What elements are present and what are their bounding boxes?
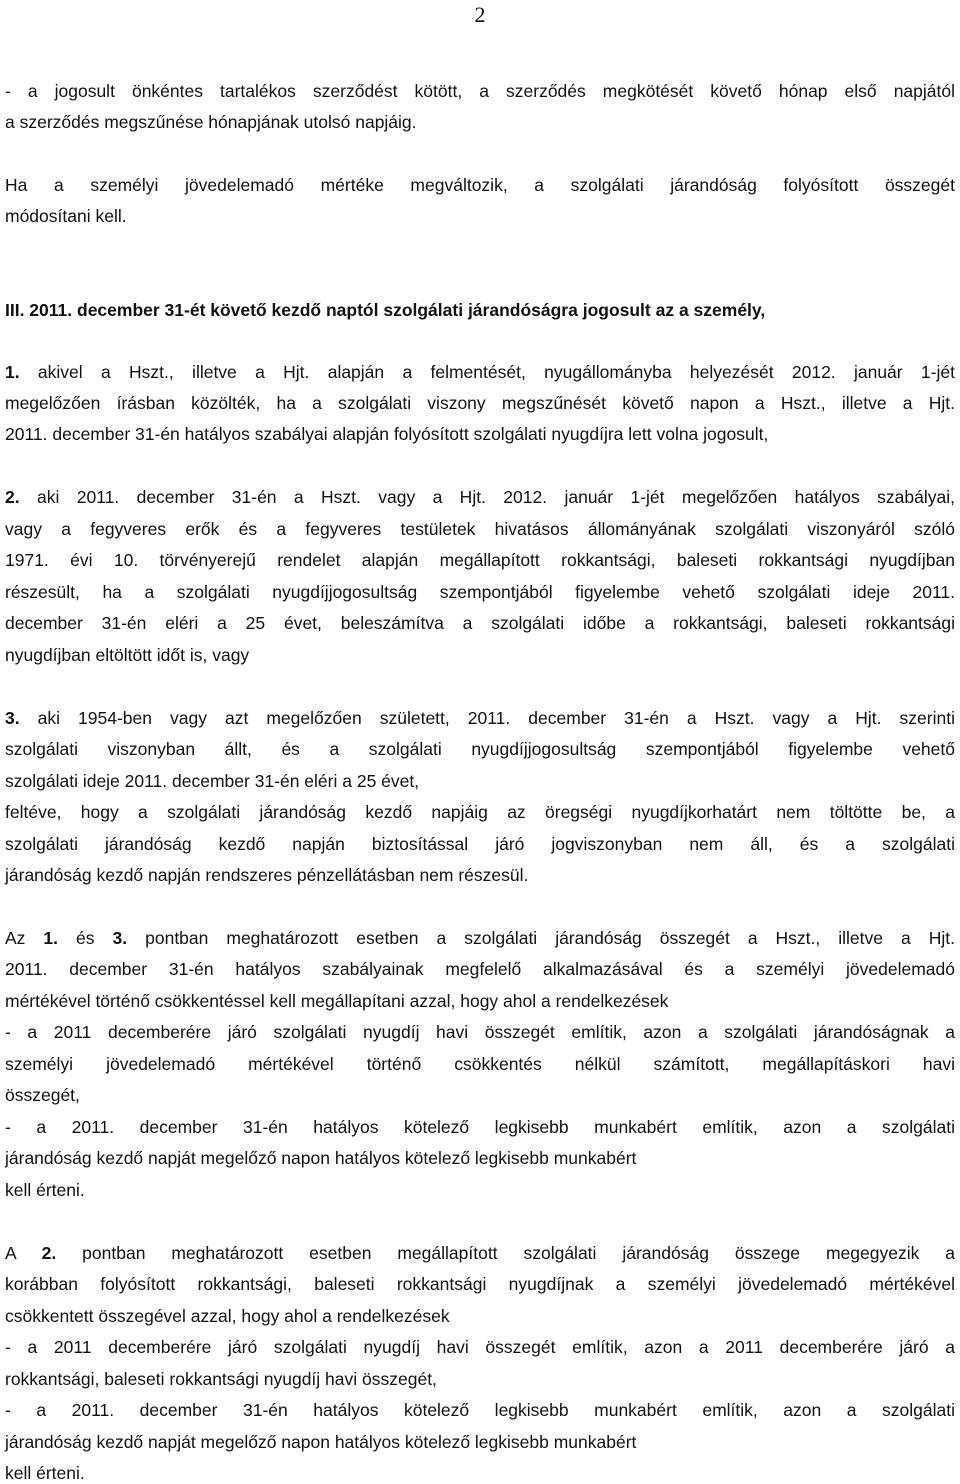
text-line: összegét, — [5, 1085, 80, 1105]
text-line: rokkantsági, baleseti rokkantsági nyugdíj havi összegét, — [5, 1369, 437, 1389]
text-line: megelőzően írásban közölték, ha a szolgálati viszony megszűnését követő napon a Hszt., illetve a Hjt. — [5, 393, 955, 413]
text-line: - a 2011 decemberére járó szolgálati nyugdíj havi összegét említik, azon a 2011 decemberére járó a — [5, 1337, 955, 1357]
item-number: 2. — [5, 487, 20, 507]
text-line: december 31-én eléri a 25 évet, beleszámítva a szolgálati időbe a rokkantsági, baleseti rokkantsági — [5, 613, 955, 633]
text-line: nyugdíjban eltöltött időt is, vagy — [5, 645, 250, 665]
text-line: a szerződés megszűnése hónapjának utolsó napjáig. — [5, 112, 417, 132]
list-item-3: 3. aki 1954-ben vagy azt megelőzően született, 2011. december 31-én a Hszt. vagy a Hjt. szerinti — [5, 708, 955, 728]
text-line: - a 2011. december 31-én hatályos kötelező legkisebb munkabért említik, azon a szolgálati — [5, 1400, 955, 1420]
text-line: feltéve, hogy a szolgálati járandóság kezdő napjáig az öregségi nyugdíjkorhatárt nem töltötte be, a — [5, 802, 955, 822]
paragraph-2-lead: A 2. pontban meghatározott esetben megállapított szolgálati járandóság összege megegyezik a — [5, 1243, 956, 1263]
text-line: járandóság kezdő napján rendszeres pénzellátásban nem részesül. — [5, 865, 529, 885]
text-line: - a jogosult önkéntes tartalékos szerződést kötött, a szerződés megkötését követő hónap első napjától — [5, 81, 955, 101]
item-number: 1. — [5, 362, 20, 382]
text-line: járandóság kezdő napját megelőző napon hatályos kötelező legkisebb munkabért — [5, 1148, 637, 1168]
text-line: 2011. december 31-én hatályos szabályainak megfelelő alkalmazásával és a személyi jövedelemadó — [5, 959, 955, 979]
text-line: kell érteni. — [5, 1463, 85, 1483]
text-line: szolgálati ideje 2011. december 31-én eléri a 25 évet, — [5, 771, 420, 791]
item-number: 3. — [5, 708, 20, 728]
text-line: részesült, ha a szolgálati nyugdíjjogosultság szempontjából figyelembe vehető szolgálati ideje 2011. — [5, 582, 955, 602]
text-line: járandóság kezdő napját megelőző napon hatályos kötelező legkisebb munkabért — [5, 1432, 637, 1452]
text-line: személyi jövedelemadó mértékével történő csökkentés nélkül számított, megállapításkori havi — [5, 1054, 955, 1074]
section-heading: III. 2011. december 31-ét követő kezdő naptól szolgálati járandóságra jogosult az a személy, — [5, 300, 766, 320]
paragraph-1-3-lead: Az 1. és 3. pontban meghatározott esetben a szolgálati járandóság összegét a Hszt., illetve a Hjt. — [5, 928, 955, 948]
text-line: mértékével történő csökkentéssel kell megállapítani azzal, hogy ahol a rendelkezések — [5, 991, 669, 1011]
text-line: csökkentett összegével azzal, hogy ahol a rendelkezések — [5, 1306, 450, 1326]
text-line: Ha a személyi jövedelemadó mértéke megváltozik, a szolgálati járandóság folyósított összegét — [5, 175, 955, 195]
list-item-2: 2. aki 2011. december 31-én a Hszt. vagy a Hjt. 2012. január 1-jét megelőzően hatályos szabályai, — [5, 487, 955, 507]
page-number: 2 — [474, 2, 486, 27]
text-line: szolgálati viszonyban állt, és a szolgálati nyugdíjjogosultság szempontjából figyelembe vehető — [5, 739, 955, 759]
text-line: korábban folyósított rokkantsági, baleseti rokkantsági nyugdíjnak a személyi jövedelemadó mértékével — [5, 1274, 955, 1294]
text-line: - a 2011. december 31-én hatályos kötelező legkisebb munkabért említik, azon a szolgálati — [5, 1117, 955, 1137]
text-line: szolgálati járandóság kezdő napján biztosítással járó jogviszonyban nem áll, és a szolgálati — [5, 834, 955, 854]
text-line: 2011. december 31-én hatályos szabályai alapján folyósított szolgálati nyugdíjra lett volna jogosult, — [5, 424, 769, 444]
list-item-1: 1. akivel a Hszt., illetve a Hjt. alapján a felmentését, nyugállományba helyezését 2012. január 1-jét — [5, 362, 955, 382]
text-line: vagy a fegyveres erők és a fegyveres testületek hivatásos állományának szolgálati viszonyáról szóló — [5, 519, 955, 539]
text-line: - a 2011 decemberére járó szolgálati nyugdíj havi összegét említik, azon a szolgálati járandóságnak a — [5, 1022, 955, 1042]
text-line: 1971. évi 10. törvényerejű rendelet alapján megállapított rokkantsági, baleseti rokkantsági nyugdíjban — [5, 550, 955, 570]
text-line: módosítani kell. — [5, 206, 127, 226]
text-line: kell érteni. — [5, 1180, 85, 1200]
